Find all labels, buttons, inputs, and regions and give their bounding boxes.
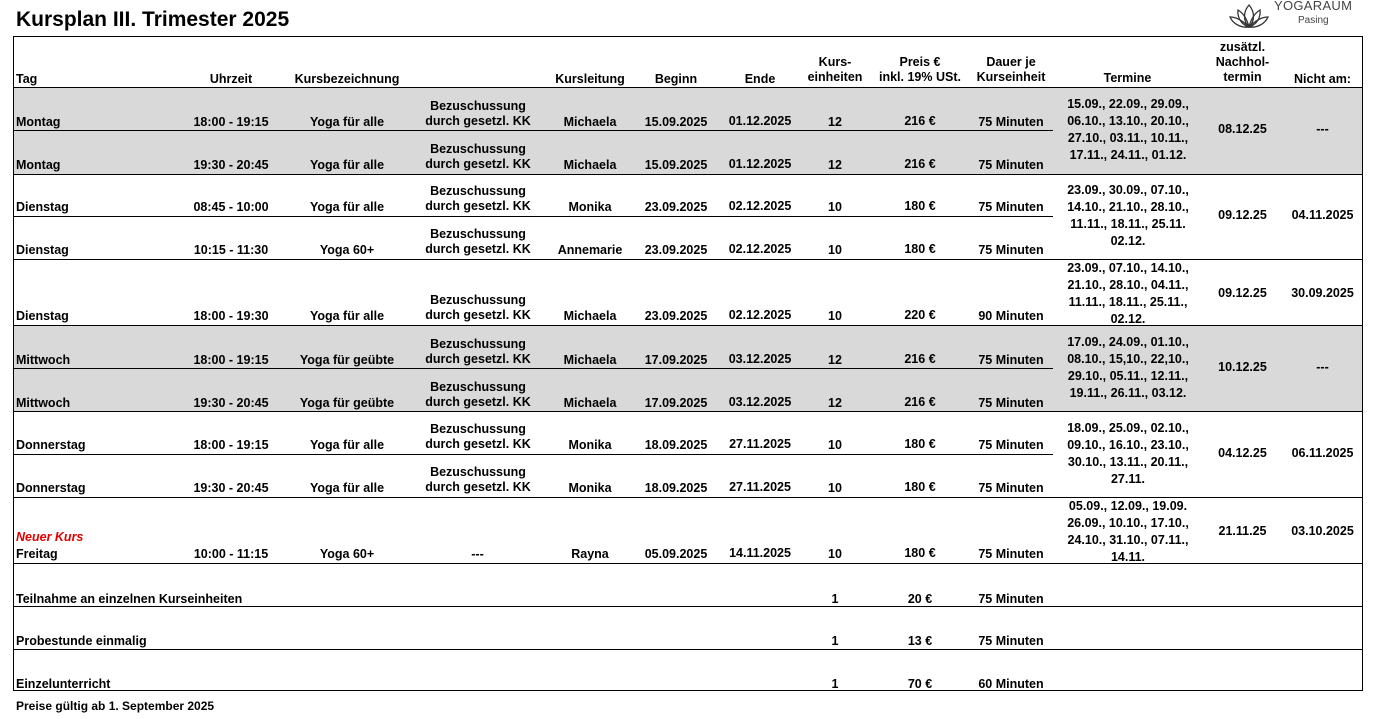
header-dauer: Dauer je Kurseinheit <box>976 55 1046 84</box>
row-kursleitung: Michaela <box>563 115 617 129</box>
extra-label: Probestunde einmalig <box>16 634 147 648</box>
row-zuschuss: Bezuschussung durch gesetzl. KK <box>425 184 531 213</box>
row-kurseinheiten: 10 <box>828 200 842 214</box>
row-ende: 02.12.2025 <box>728 308 792 322</box>
row-kursleitung: Monika <box>568 200 612 214</box>
nicht-am: 03.10.2025 <box>1291 524 1354 538</box>
nicht-am: 06.11.2025 <box>1291 446 1354 460</box>
nachhol-termin: 04.12.25 <box>1218 446 1267 460</box>
row-kursleitung: Monika <box>568 438 612 452</box>
row-zuschuss: Bezuschussung durch gesetzl. KK <box>425 465 531 494</box>
row-kurseinheiten: 12 <box>828 115 842 129</box>
row-kursleitung: Michaela <box>563 309 617 323</box>
row-preis: 180 € <box>904 546 936 560</box>
row-kurseinheiten: 10 <box>828 547 842 561</box>
new-course-note: Neuer Kurs <box>16 530 84 544</box>
header-tag: Tag <box>16 72 38 86</box>
row-kursbezeichnung: Yoga für alle <box>309 158 385 172</box>
row-ende: 02.12.2025 <box>728 199 792 213</box>
row-kursleitung: Monika <box>568 481 612 495</box>
row-kursbezeichnung: Yoga 60+ <box>319 243 375 257</box>
row-uhrzeit: 19:30 - 20:45 <box>193 158 269 172</box>
row-kursbezeichnung: Yoga für alle <box>309 438 385 452</box>
row-tag: Montag <box>16 115 61 129</box>
termine-list: 18.09., 25.09., 02.10., 09.10., 16.10., 23.10., 30.10., 13.11., 20.11., 27.11. <box>1067 421 1189 486</box>
row-kursbezeichnung: Yoga für geübte <box>299 353 395 367</box>
row-dauer: 75 Minuten <box>978 243 1044 257</box>
nicht-am: 30.09.2025 <box>1291 286 1354 300</box>
extra-kurseinheiten: 1 <box>831 592 839 606</box>
nachhol-termin: 09.12.25 <box>1218 286 1267 300</box>
row-uhrzeit: 10:15 - 11:30 <box>193 243 269 257</box>
row-beginn: 23.09.2025 <box>644 200 708 214</box>
divider <box>14 87 1363 88</box>
row-preis: 180 € <box>904 437 936 451</box>
termine-list: 15.09., 22.09., 29.09., 06.10., 13.10., 20.10., 27.10., 03.11., 10.11., 17.11., 24.11., 01.12. <box>1067 97 1189 162</box>
extra-preis: 13 € <box>907 634 933 648</box>
header-preis: Preis € inkl. 19% USt. <box>879 55 961 84</box>
extra-label: Einzelunterricht <box>16 677 111 691</box>
row-beginn: 17.09.2025 <box>644 353 708 367</box>
header-termine: Termine <box>1103 71 1152 85</box>
row-tag: Montag <box>16 158 61 172</box>
header-beginn: Beginn <box>654 72 698 86</box>
header-kursbezeichnung: Kursbezeichnung <box>294 72 400 86</box>
row-kurseinheiten: 12 <box>828 396 842 410</box>
logo-brand: YOGARAUM <box>1274 0 1353 13</box>
row-preis: 180 € <box>904 480 936 494</box>
row-zuschuss: Bezuschussung durch gesetzl. KK <box>425 422 531 451</box>
row-ende: 01.12.2025 <box>728 114 792 128</box>
row-ende: 03.12.2025 <box>728 395 792 409</box>
row-beginn: 23.09.2025 <box>644 309 708 323</box>
row-dauer: 75 Minuten <box>978 353 1044 367</box>
row-divider <box>14 130 1053 131</box>
row-preis: 180 € <box>904 242 936 256</box>
row-uhrzeit: 19:30 - 20:45 <box>193 396 269 410</box>
termine-list: 17.09., 24.09., 01.10., 08.10., 15,10., 22,10., 29.10., 05.11., 12.11., 19.11., 26.11., 03.12. <box>1067 335 1189 400</box>
divider <box>14 649 1363 650</box>
nachhol-termin: 08.12.25 <box>1218 122 1267 136</box>
row-uhrzeit: 18:00 - 19:15 <box>193 438 269 452</box>
row-beginn: 17.09.2025 <box>644 396 708 410</box>
row-preis: 216 € <box>904 157 936 171</box>
nicht-am: --- <box>1316 122 1329 136</box>
row-dauer: 75 Minuten <box>978 200 1044 214</box>
extra-kurseinheiten: 1 <box>831 634 839 648</box>
extra-preis: 20 € <box>907 592 933 606</box>
row-kurseinheiten: 12 <box>828 158 842 172</box>
nachhol-termin: 21.11.25 <box>1218 524 1267 538</box>
row-kursleitung: Michaela <box>563 396 617 410</box>
row-zuschuss: --- <box>471 547 484 561</box>
row-kurseinheiten: 12 <box>828 353 842 367</box>
logo <box>1228 0 1368 32</box>
row-kurseinheiten: 10 <box>828 481 842 495</box>
row-tag: Dienstag <box>16 200 69 214</box>
row-tag: Donnerstag <box>16 481 86 495</box>
nicht-am: --- <box>1316 360 1329 374</box>
row-uhrzeit: 08:45 - 10:00 <box>193 200 269 214</box>
row-ende: 02.12.2025 <box>728 242 792 256</box>
header-nicht-am: Nicht am: <box>1294 72 1351 86</box>
row-ende: 14.11.2025 <box>729 546 791 560</box>
extra-dauer: 75 Minuten <box>978 634 1044 648</box>
row-preis: 180 € <box>904 199 936 213</box>
header-kursleitung: Kursleitung <box>555 72 625 86</box>
header-ende: Ende <box>744 72 776 86</box>
row-ende: 01.12.2025 <box>728 157 792 171</box>
row-preis: 216 € <box>904 352 936 366</box>
row-zuschuss: Bezuschussung durch gesetzl. KK <box>425 227 531 256</box>
row-dauer: 75 Minuten <box>978 547 1044 561</box>
row-tag: Dienstag <box>16 243 69 257</box>
row-kurseinheiten: 10 <box>828 438 842 452</box>
row-beginn: 23.09.2025 <box>644 243 708 257</box>
row-uhrzeit: 18:00 - 19:30 <box>193 309 269 323</box>
row-beginn: 15.09.2025 <box>644 158 708 172</box>
row-kursbezeichnung: Yoga für alle <box>309 309 385 323</box>
extra-dauer: 75 Minuten <box>978 592 1044 606</box>
row-tag: Mittwoch <box>16 353 71 367</box>
row-dauer: 75 Minuten <box>978 481 1044 495</box>
row-kursleitung: Annemarie <box>557 243 623 257</box>
extra-preis: 70 € <box>907 677 933 691</box>
row-dauer: 75 Minuten <box>978 438 1044 452</box>
row-ende: 27.11.2025 <box>729 437 791 451</box>
row-beginn: 18.09.2025 <box>644 438 708 452</box>
row-beginn: 15.09.2025 <box>644 115 708 129</box>
row-kurseinheiten: 10 <box>828 243 842 257</box>
row-kursleitung: Rayna <box>571 547 609 561</box>
row-zuschuss: Bezuschussung durch gesetzl. KK <box>425 99 531 128</box>
header-kurseinheiten: Kurs- einheiten <box>807 55 863 84</box>
row-dauer: 75 Minuten <box>978 396 1044 410</box>
row-kursbezeichnung: Yoga für alle <box>309 115 385 129</box>
row-preis: 216 € <box>904 395 936 409</box>
row-ende: 27.11.2025 <box>729 480 791 494</box>
row-kursbezeichnung: Yoga für alle <box>309 200 385 214</box>
row-beginn: 18.09.2025 <box>644 481 708 495</box>
row-beginn: 05.09.2025 <box>644 547 708 561</box>
termine-list: 23.09., 30.09., 07.10., 14.10., 21.10., 28.10., 11.11., 18.11., 25.11. 02.12. <box>1067 183 1189 248</box>
row-uhrzeit: 18:00 - 19:15 <box>193 353 269 367</box>
row-divider <box>14 454 1053 455</box>
row-tag: Dienstag <box>16 309 69 323</box>
row-tag: Freitag <box>16 547 58 561</box>
row-divider <box>14 216 1053 217</box>
row-uhrzeit: 18:00 - 19:15 <box>193 115 269 129</box>
termine-list: 05.09., 12.09., 19.09. 26.09., 10.10., 17.10., 24.10., 31.10., 07.11., 14.11. <box>1067 499 1189 564</box>
row-kursbezeichnung: Yoga 60+ <box>319 547 375 561</box>
nachhol-termin: 10.12.25 <box>1218 360 1267 374</box>
row-tag: Donnerstag <box>16 438 86 452</box>
row-zuschuss: Bezuschussung durch gesetzl. KK <box>425 293 531 322</box>
row-uhrzeit: 10:00 - 11:15 <box>193 547 269 561</box>
row-zuschuss: Bezuschussung durch gesetzl. KK <box>425 142 531 171</box>
header-uhrzeit: Uhrzeit <box>209 72 253 86</box>
extra-kurseinheiten: 1 <box>831 677 839 691</box>
row-dauer: 75 Minuten <box>978 158 1044 172</box>
nachhol-termin: 09.12.25 <box>1218 208 1267 222</box>
row-dauer: 75 Minuten <box>978 115 1044 129</box>
page-title: Kursplan III. Trimester 2025 <box>16 8 290 31</box>
logo-sub: Pasing <box>1298 15 1329 26</box>
row-uhrzeit: 19:30 - 20:45 <box>193 481 269 495</box>
row-zuschuss: Bezuschussung durch gesetzl. KK <box>425 380 531 409</box>
row-preis: 220 € <box>904 308 936 322</box>
header-nachhol: zusätzl. Nachhol- termin <box>1215 40 1270 84</box>
row-tag: Mittwoch <box>16 396 71 410</box>
divider <box>14 411 1363 412</box>
extra-label: Teilnahme an einzelnen Kurseinheiten <box>16 592 243 606</box>
row-zuschuss: Bezuschussung durch gesetzl. KK <box>425 337 531 366</box>
row-kursbezeichnung: Yoga für geübte <box>299 396 395 410</box>
termine-list: 23.09., 07.10., 14.10., 21.10., 28.10., 04.11., 11.11., 18.11., 25.11., 02.12. <box>1067 261 1189 326</box>
footer-note: Preise gültig ab 1. September 2025 <box>16 699 215 713</box>
nicht-am: 04.11.2025 <box>1291 208 1354 222</box>
row-kursleitung: Michaela <box>563 158 617 172</box>
row-ende: 03.12.2025 <box>728 352 792 366</box>
row-kurseinheiten: 10 <box>828 309 842 323</box>
row-kursbezeichnung: Yoga für alle <box>309 481 385 495</box>
lotus-icon <box>1228 2 1270 30</box>
divider <box>14 174 1363 175</box>
row-dauer: 90 Minuten <box>978 309 1044 323</box>
row-divider <box>14 368 1053 369</box>
row-kursleitung: Michaela <box>563 353 617 367</box>
extra-dauer: 60 Minuten <box>978 677 1044 691</box>
row-preis: 216 € <box>904 114 936 128</box>
